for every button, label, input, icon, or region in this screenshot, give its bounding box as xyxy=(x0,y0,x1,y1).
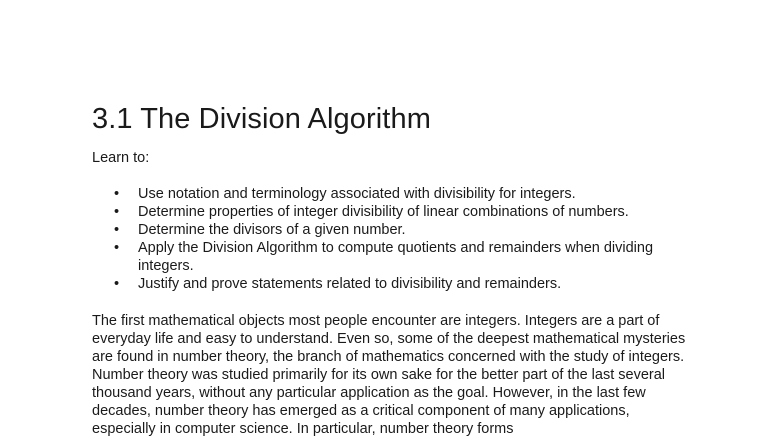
body-paragraph: The first mathematical objects most people encounter are integers. Integers are a part of everyday life and easy to understand. Even so, some of the deepest mathematical mysteries are found in number theory, the branch of mathematics concerned with the study of integers. Number theory was studied primarily for its own sake for the better part of the last several thousand years, without any particular application as the goal. However, in the last few decades, number theory has emerged as a critical component of many applications, especially in computer science. In particular, number theory forms xyxy=(92,313,686,437)
objective-item: • Justify and prove statements related to divisibility and remainders. xyxy=(92,275,712,293)
objective-item: • Use notation and terminology associated with divisibility for integers. xyxy=(92,185,712,203)
section-title: 3.1 The Division Algorithm xyxy=(92,103,431,135)
objective-item: • Determine properties of integer divisibility of linear combinations of numbers. xyxy=(92,203,712,221)
objective-item: • Apply the Division Algorithm to compute quotients and remainders when dividing integers. xyxy=(92,239,712,275)
objective-item: • Determine the divisors of a given number. xyxy=(92,221,712,239)
learning-objectives-list xyxy=(92,185,712,293)
learning-objectives-label: Learn to: xyxy=(92,150,150,166)
